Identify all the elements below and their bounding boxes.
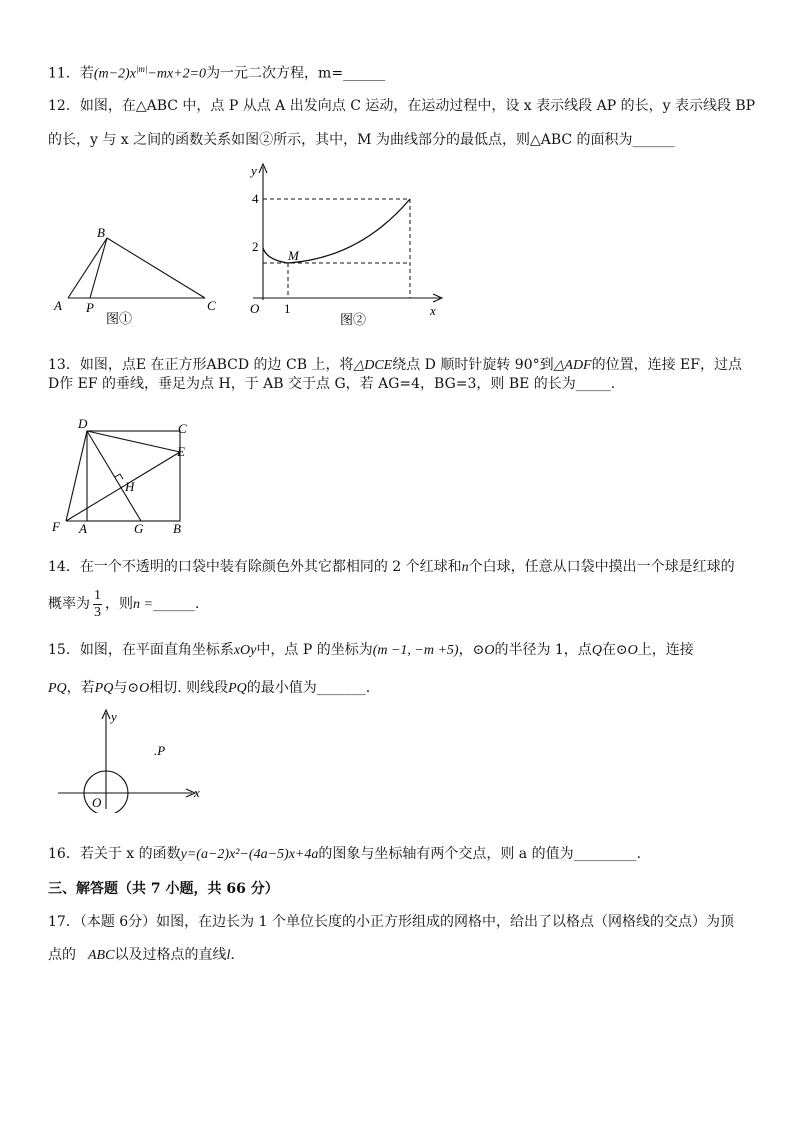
q15-o3: O (139, 681, 150, 696)
q15-text-1d: 的半径为 1，点 (494, 642, 592, 658)
label-p: P (86, 300, 94, 315)
q14-line1 (48, 558, 735, 577)
q15-q1: Q (591, 643, 602, 658)
label-f: F (52, 519, 60, 534)
q13-tri-dce: △DCE (353, 358, 393, 373)
q15-line2 (48, 679, 370, 698)
q16-function: y=(a−2)x²−(4a−5)x+4a (180, 847, 319, 862)
q11-equation-tail: −mx+2=0 (147, 66, 207, 82)
q13-text-1c: 的位置，连接 EF，过点 (591, 357, 742, 373)
q11-equation: (m−2)x (93, 66, 136, 82)
q15-pq1: PQ (48, 681, 67, 696)
q17-text-2b: 以及过格点的直线 (114, 947, 227, 963)
q16-text-b: 的图象与坐标轴有两个交点，则 a 的值为_________. (318, 846, 642, 862)
q15-number: 15． (48, 642, 80, 658)
q15-text-1e: 在⊙ (601, 642, 628, 658)
segment-bp (90, 238, 107, 298)
q14-text-1a: 在一个不透明的口袋中装有除颜色外其它都相同的 2 个红球和 (79, 559, 462, 575)
q14-blank: ______ (152, 596, 195, 612)
q15-o2: O (627, 643, 638, 658)
tick-y2: 2 (252, 239, 259, 254)
label-p: .P (154, 743, 166, 758)
q15-text-2b: 与⊙ (113, 680, 140, 696)
triangle-side-ab (68, 238, 107, 298)
label-a: A (79, 521, 87, 536)
q14-frac-den: 3 (94, 604, 101, 620)
q13-figure (48, 415, 198, 537)
q15-text-2a: ，若 (66, 680, 95, 696)
segment-df (66, 431, 87, 521)
q12-line1 (48, 97, 755, 115)
q15-text-1a: 如图，在平面直角坐标系 (79, 642, 234, 658)
q14-line2 (48, 587, 199, 622)
q17-number: 17． (48, 914, 80, 930)
label-g: G (134, 521, 144, 536)
q13-text-1a: 如图，点E 在正方形ABCD 的边 CB 上，将 (79, 357, 354, 373)
tick-x1: 1 (284, 301, 291, 316)
label-b: B (173, 521, 181, 536)
label-c: C (178, 421, 187, 436)
segment-dg (87, 431, 141, 521)
q15-figure (50, 705, 210, 813)
label-h: H (125, 479, 135, 494)
q12-figure-2 (240, 160, 450, 328)
q12-number: 12． (48, 98, 80, 114)
segment-de (87, 431, 180, 452)
q13-text-2: D作 EF 的垂线，垂足为点 H，于 AB 交于点 G，若 AG=4，BG=3，则 BE 的长为_____. (48, 376, 616, 392)
q15-text-2d: 的最小值为_______. (246, 680, 371, 696)
label-a: A (54, 298, 62, 313)
q12-figure-1 (50, 222, 230, 327)
q17-abc: ABC (88, 948, 115, 963)
q14-end: . (194, 596, 200, 612)
q11-blank: ______ (343, 65, 386, 82)
q17-text-1: （本题 6分）如图，在边长为 1 个单位长度的小正方形组成的网格中，给出了以格点（网格线的交点）为顶 (79, 914, 734, 930)
q11-prefix: 若 (79, 65, 94, 82)
q15-text-1f: 上，连接 (637, 642, 694, 658)
label-b: B (97, 225, 105, 240)
q15-line1 (48, 641, 694, 660)
q15-text-1c: ，⊙ (458, 642, 485, 658)
label-d: D (78, 416, 88, 431)
q13-text-1b: 绕点 D 顺时针旋转 90°到 (392, 357, 554, 373)
q16-line (48, 845, 641, 864)
q17-line2 (48, 946, 235, 965)
label-x: x (194, 785, 200, 800)
caption-fig1: 图① (106, 311, 133, 326)
q12-line2 (48, 131, 675, 149)
label-y: y (251, 163, 257, 178)
q14-text-2b: ，则 (105, 596, 133, 612)
label-e: E (177, 444, 185, 459)
caption-fig2: 图② (340, 312, 367, 327)
q15-xoy: xOy (233, 643, 257, 658)
q11-line (48, 60, 385, 84)
q15-pq2: PQ (94, 681, 114, 696)
label-x: x (430, 303, 436, 318)
q16-number: 16． (48, 846, 80, 862)
q14-text-1b: 个白球，任意从口袋中摸出一个球是红球的 (468, 559, 735, 575)
segment-ef (66, 452, 180, 521)
q15-text-2c: 相切. 则线段 (149, 680, 229, 696)
label-o: O (250, 301, 260, 316)
label-m: M (288, 248, 299, 263)
q11-number: 11． (48, 65, 80, 82)
q14-number: 14． (48, 559, 80, 575)
q13-tri-adf: △ADF (553, 358, 592, 373)
q17-text-2a: 点的 (48, 947, 76, 963)
q16-text-a: 若关于 x 的函数 (79, 846, 181, 862)
tick-y4: 4 (252, 191, 259, 206)
q15-o1: O (484, 643, 495, 658)
q17-line1 (48, 913, 734, 931)
q15-coord: (m −1, −m +5) (372, 643, 459, 658)
q13-line1 (48, 356, 742, 375)
q14-fraction (93, 588, 102, 621)
q14-eq: n = (133, 597, 153, 612)
section-3-title: 三、解答题（共 7 小题，共 66 分） (48, 881, 279, 897)
q14-frac-num: 1 (94, 587, 101, 603)
q12-text-1: 如图，在△ABC 中，点 P 从点 A 出发向点 C 运动，在运动过程中，设 x 表示线段 AP 的长，y 表示线段 BP (79, 98, 756, 114)
q14-var-n: n (461, 560, 469, 575)
q12-text-2: 的长，y 与 x 之间的函数关系如图②所示，其中，M 为曲线部分的最低点，则△ABC 的面积为______ (48, 132, 675, 148)
label-y: y (111, 709, 117, 724)
q11-exponent: |m| (135, 64, 148, 74)
triangle-side-bc (107, 238, 205, 298)
label-o: O (92, 795, 102, 810)
q15-text-1b: 中，点 P 的坐标为 (256, 642, 373, 658)
q14-text-2a: 概率为 (48, 596, 90, 612)
right-angle-mark (115, 474, 123, 479)
q17-line-l: l (226, 948, 231, 963)
q17-end: . (230, 947, 235, 963)
q13-line2 (48, 375, 615, 393)
q15-pq3: PQ (228, 681, 247, 696)
q13-number: 13． (48, 357, 80, 373)
function-curve (263, 199, 410, 263)
label-c: C (207, 298, 216, 313)
q11-text: 为一元二次方程，m= (206, 65, 344, 82)
